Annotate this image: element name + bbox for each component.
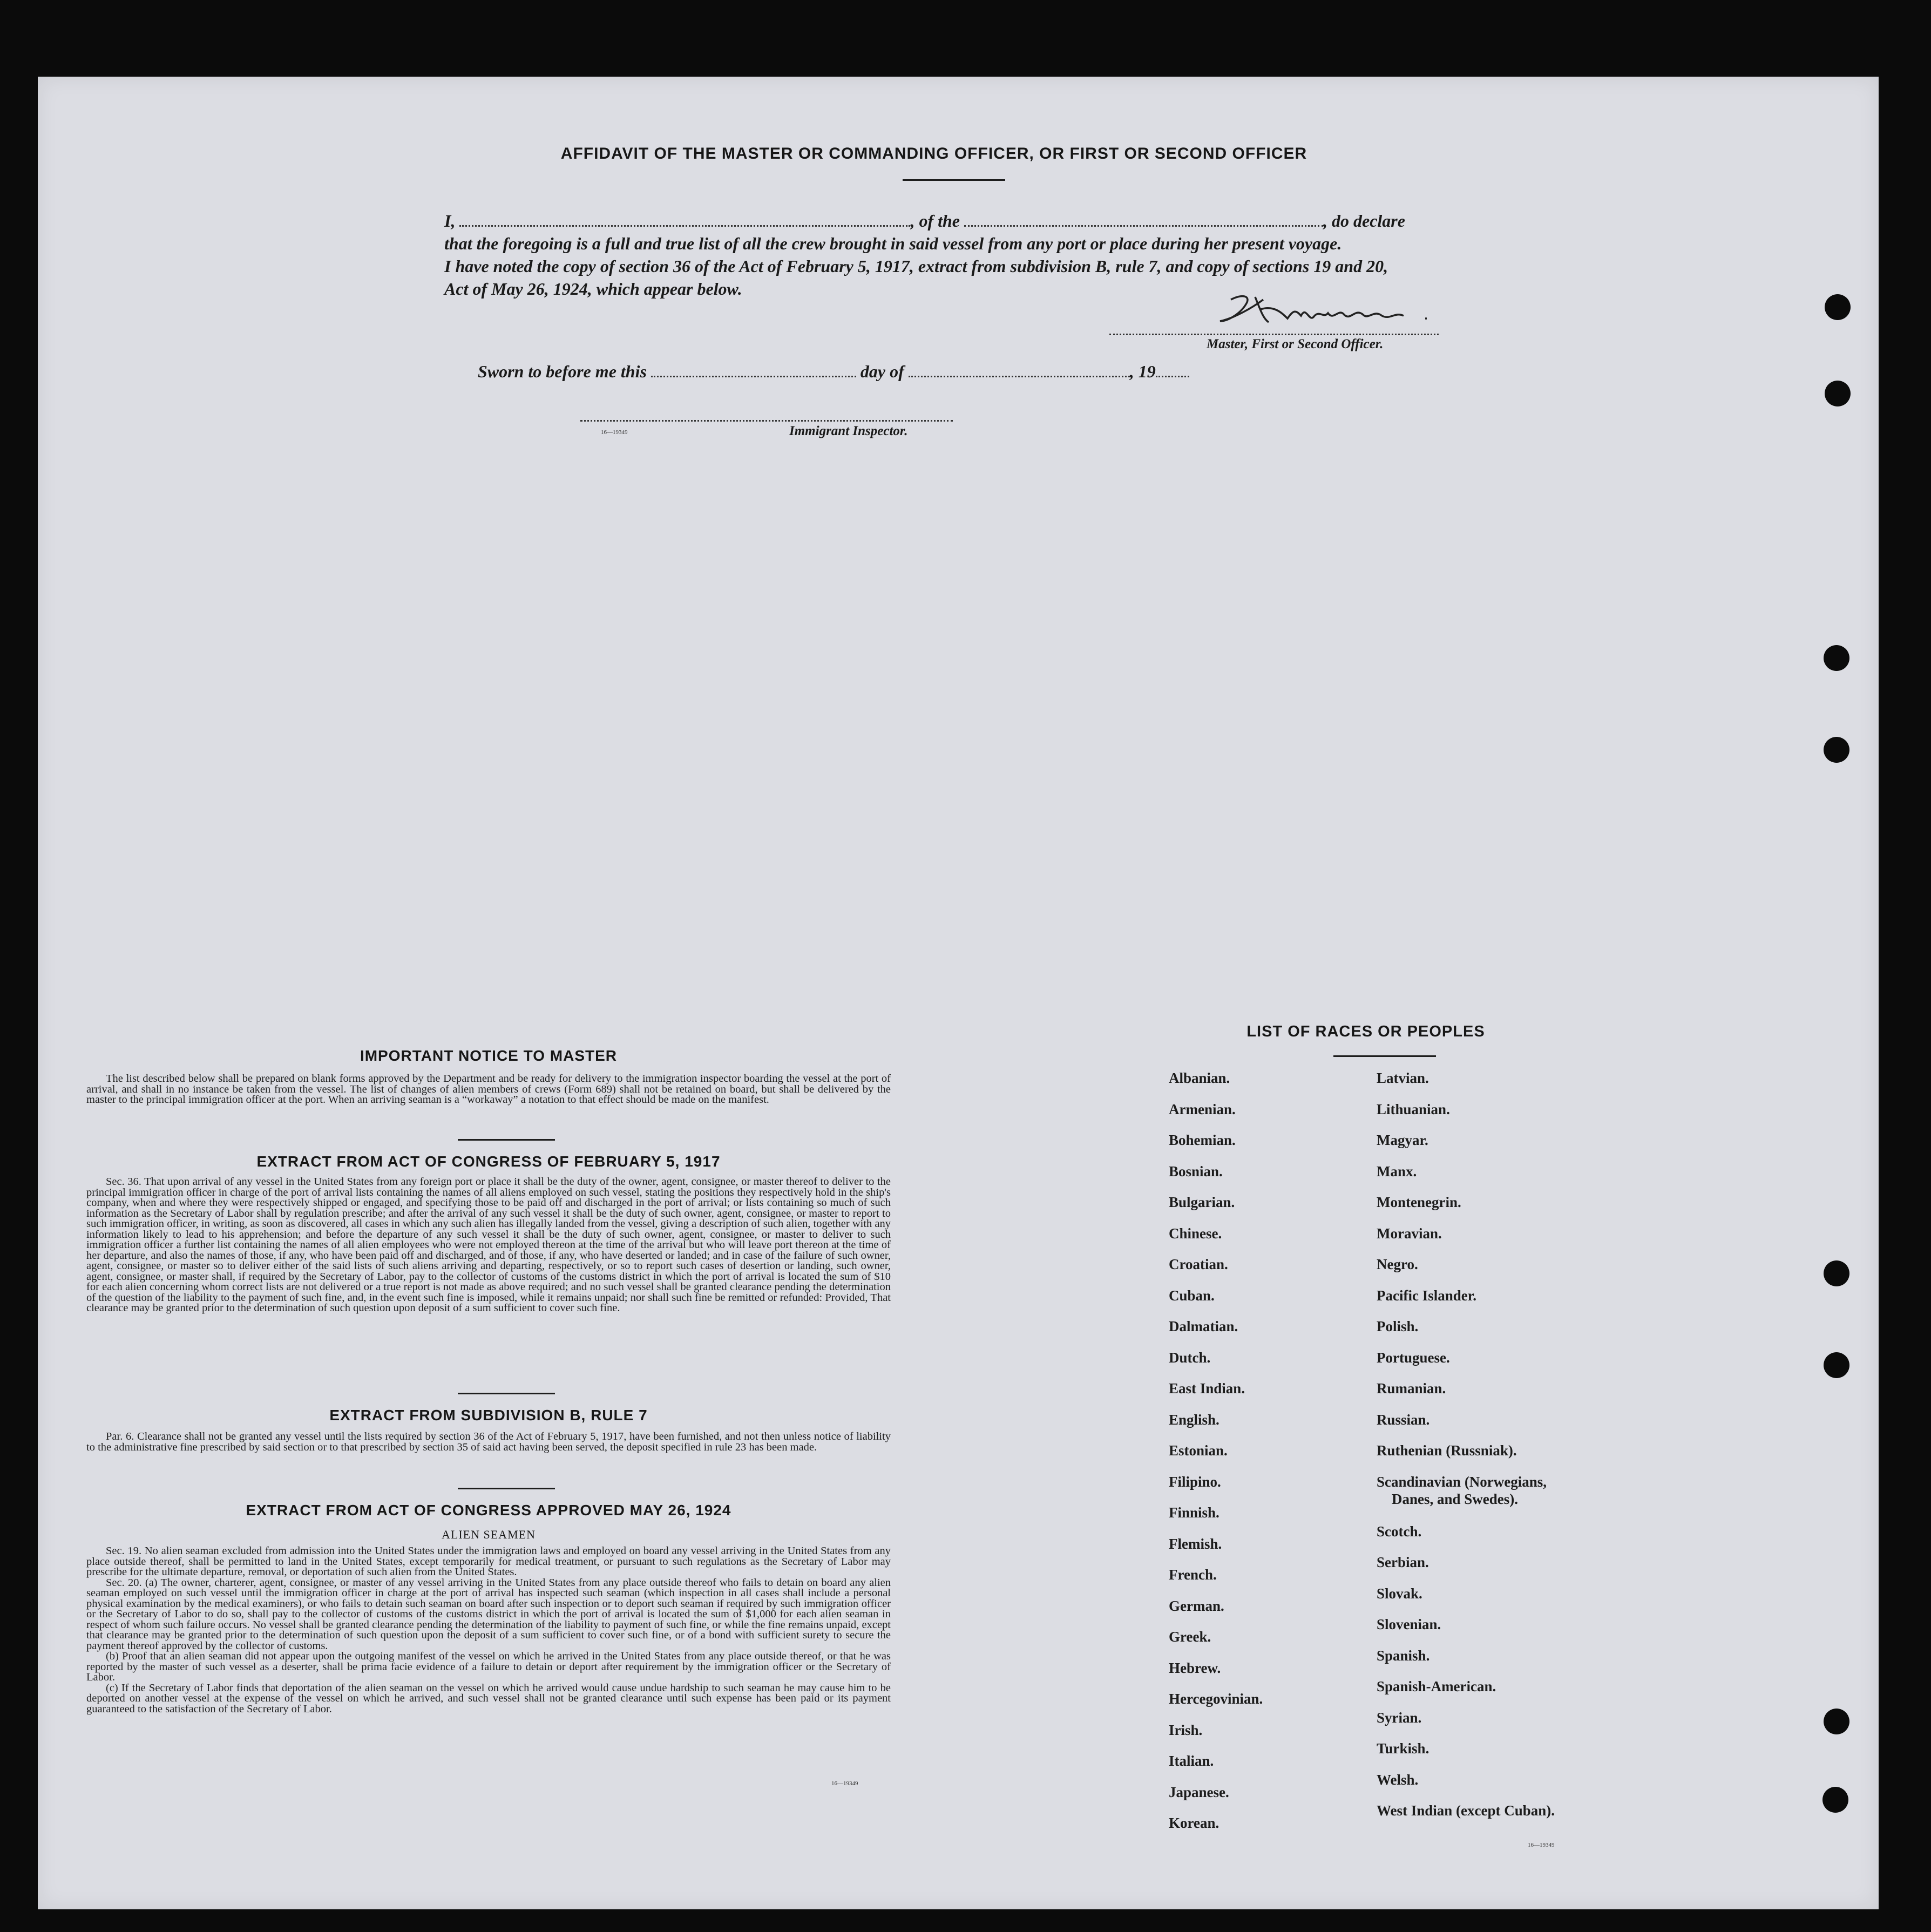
race-item: Dutch. — [1169, 1349, 1211, 1366]
race-item: English. — [1169, 1411, 1219, 1428]
race-item: Polish. — [1377, 1318, 1419, 1334]
race-item: West Indian (except Cuban). — [1377, 1802, 1555, 1819]
race-item: Slovenian. — [1377, 1616, 1441, 1632]
form-number-bottom-right: 16—19349 — [1528, 1842, 1555, 1848]
section-36-paragraph: Sec. 36. That upon arrival of any vessel in the United States from any foreign port or place it shall be the duty of the owner, agent, consignee, or master thereof to deliver to the principal immigration officer in charge of the port of arrival lists containing the names of all aliens employed on such vessel, stating the positions they respectively hold in the ship's company, when and where they were respectively shipped or engaged, and specifying those to be paid off and discharged in the port of arrival; or lists containing so much of such information as the Secretary of Labor shall by regulation prescribe; and after the arrival of any such vessel it shall be the duty of such owner, agent, consignee, or master to report to such immigration officer, in writing, as soon as discovered, all cases in which any such alien has illegally landed from the vessel, giving a description of such alien, together with any information likely to lead to his apprehension; and before the departure of any such vessel it shall be the duty of such owner, agent, consignee, or master to deliver to such immigration officer a further list containing the names of all alien employees who were not employed thereon at the time of the arrival but who will leave port thereon at the time of her departure, and also the names of those, if any, who have been paid off and discharged, and of those, if any, who have deserted or landed; and in case of the failure of such owner, agent, consignee, or master so to deliver either of the said lists of such aliens arriving and departing, respectively, or so to report such cases of desertion or landing, such owner, agent, consignee, or master shall, if required by the Secretary of Labor, pay to the collector of customs of the customs district in which the port of arrival is located the sum of $10 for each alien concerning whom correct lists are not delivered or a true report is not made as above required; and no such vessel shall be granted clearance pending the determination of the question of the liability to the payment of such fine, and, in the event such fine is imposed, while it remains unpaid; nor shall such fine be remitted or refunded: Provided, That clearance may be granted prior to the determination of such question upon deposit of a sum sufficient to cover such fine. — [86, 1176, 891, 1314]
race-item: East Indian. — [1169, 1380, 1245, 1397]
punch-hole — [1825, 294, 1851, 320]
section-rule — [458, 1139, 555, 1141]
race-item: Serbian. — [1377, 1554, 1429, 1570]
race-item: German. — [1169, 1597, 1224, 1614]
race-item: Negro. — [1377, 1256, 1418, 1272]
extract-1924-text — [86, 1546, 891, 1714]
race-item: Ruthenian (Russniak). — [1377, 1442, 1517, 1459]
races-right-column — [1377, 1070, 1555, 1834]
affidavit-i-label: I, — [444, 211, 456, 231]
punch-hole — [1824, 737, 1849, 763]
race-item: Slovak. — [1377, 1585, 1422, 1602]
race-item: Cuban. — [1169, 1287, 1215, 1304]
race-item: Syrian. — [1377, 1709, 1422, 1726]
race-item: Manx. — [1377, 1163, 1417, 1179]
sworn-line — [478, 360, 1189, 383]
affidavit-line-3: I have noted the copy of section 36 of the Act of February 5, 1917, extract from subdivision B, rule 7, and copy of sections 19 and 20, — [444, 256, 1388, 276]
race-item: Bulgarian. — [1169, 1194, 1235, 1210]
race-item: Japanese. — [1169, 1784, 1229, 1800]
race-item: Lithuanian. — [1377, 1101, 1450, 1117]
sworn-year-field[interactable] — [1156, 375, 1189, 377]
race-item: Hebrew. — [1169, 1659, 1221, 1676]
race-item: Moravian. — [1377, 1225, 1442, 1242]
sworn-prefix: Sworn to before me this — [478, 362, 647, 381]
affidavit-line-1 — [444, 209, 1470, 232]
master-signature — [1209, 289, 1447, 332]
race-item: Italian. — [1169, 1753, 1214, 1769]
race-item: Scotch. — [1377, 1523, 1422, 1540]
punch-hole — [1824, 645, 1849, 671]
race-item: Bosnian. — [1169, 1163, 1223, 1179]
affidavit-line-4: Act of May 26, 1924, which appear below. — [444, 279, 742, 299]
notice-paragraph: The list described below shall be prepared on blank forms approved by the Department and be ready for delivery to the immigration inspector boarding the vessel at the port of arrival, and shall in no instance be taken from the vessel. The list of changes of alien members of crews (Form 689) shall not be retained on board, but shall be delivered by the master to the principal immigration officer at the port. When an arriving seaman is a “workaway” a notation to that effect should be made on the manifest. — [86, 1073, 891, 1106]
subdivision-b-title: EXTRACT FROM SUBDIVISION B, RULE 7 — [329, 1407, 648, 1423]
race-item: Montenegrin. — [1377, 1194, 1461, 1210]
race-item: Magyar. — [1377, 1132, 1428, 1148]
race-item: Latvian. — [1377, 1070, 1429, 1086]
affidavit-title: AFFIDAVIT OF THE MASTER OR COMMANDING OFFICER, OR FIRST OR SECOND OFFICER — [560, 145, 1307, 162]
extract-1917-text — [86, 1177, 891, 1314]
sworn-year-label: , 19 — [1129, 362, 1156, 381]
sworn-month-field[interactable] — [909, 375, 1130, 377]
sec-20b-paragraph: (b) Proof that an alien seaman did not appear upon the outgoing manifest of the vessel on which he arrived in the United States from any place outside thereof, or that he was reported by the master of such vessel as a deserter, shall be prima facie evidence of a failure to detain or deport after requirement by the immigration officer or the Secretary of Labor. — [86, 1650, 891, 1683]
sec-20a-paragraph: Sec. 20. (a) The owner, charterer, agent, consignee, or master of any vessel arriving in the United States from any place outside thereof who fails to detain on board any alien seaman employed on such vessel until the immigration officer in charge at the port of arrival has inspected such seaman (which inspection in all cases shall include a personal physical examination by the medical examiners), or who fails to detain such seaman on board after such inspection or to deport such seaman if required by such immigration officer or the Secretary of Labor to do so, shall pay to the collector of customs of the customs district in which the port of arrival is located the sum of $1,000 for each alien seaman in respect of whom such failure occurs. No vessel shall be granted clearance pending the determination of the liability to payment of such fine, or while the fine remains unpaid, except that clearance may be granted prior to the determination of such question upon the deposit of a sum sufficient to cover such fine, or of a bond with sufficient surety to secure the payment thereof approved by the collector of customs. — [86, 1576, 891, 1652]
signer-caption: Master, First or Second Officer. — [1207, 337, 1384, 351]
punch-hole — [1824, 1709, 1849, 1734]
race-item: Estonian. — [1169, 1442, 1228, 1459]
affidavit-declare-label: , do declare — [1323, 211, 1405, 231]
race-item: Filipino. — [1169, 1473, 1221, 1490]
race-item: Hercegovinian. — [1169, 1691, 1263, 1707]
affidavit-of-the-label: , of the — [910, 211, 960, 231]
sworn-day-field[interactable] — [651, 375, 856, 377]
race-item: Dalmatian. — [1169, 1318, 1238, 1334]
race-item: Albanian. — [1169, 1070, 1230, 1086]
race-item: Chinese. — [1169, 1225, 1222, 1242]
race-item: Danes, and Swedes). — [1392, 1490, 1519, 1507]
race-item: Welsh. — [1377, 1771, 1419, 1788]
signature-line — [1109, 334, 1439, 335]
section-rule — [458, 1488, 555, 1489]
affidavit-line-2: that the foregoing is a full and true list of all the crew brought in said vessel from any port or place during her present voyage. — [444, 234, 1342, 253]
notice-text — [86, 1074, 891, 1106]
title-rule — [903, 179, 1005, 181]
race-item: Rumanian. — [1377, 1380, 1446, 1397]
race-item: Spanish. — [1377, 1647, 1430, 1664]
section-rule — [458, 1393, 555, 1394]
notice-title: IMPORTANT NOTICE TO MASTER — [360, 1047, 618, 1064]
race-item: Finnish. — [1169, 1504, 1219, 1521]
extract-1924-title: EXTRACT FROM ACT OF CONGRESS APPROVED MAY 26, 1924 — [246, 1502, 731, 1519]
sworn-day-of: day of — [860, 362, 904, 381]
form-number-bottom-left: 16—19349 — [831, 1780, 858, 1787]
par-6-paragraph: Par. 6. Clearance shall not be granted any vessel until the lists required by section 36 of the Act of February 5, 1917, have been furnished, and not then unless notice of liability to the administrative fine prescribed by said section or to that prescribed by section 35 of said act having been served, the deposit specified in rule 23 has been made. — [86, 1431, 891, 1453]
extract-1917-title: EXTRACT FROM ACT OF CONGRESS OF FEBRUARY 5, 1917 — [256, 1153, 721, 1170]
inspector-caption: Immigrant Inspector. — [789, 424, 908, 438]
race-item: Scandinavian (Norwegians, — [1377, 1473, 1547, 1490]
race-item: Bohemian. — [1169, 1132, 1236, 1148]
race-item: Korean. — [1169, 1815, 1219, 1831]
race-item: Pacific Islander. — [1377, 1287, 1476, 1304]
vessel-name-field[interactable] — [964, 225, 1323, 227]
form-number-top: 16—19349 — [601, 429, 628, 436]
subdivision-b-text — [86, 1432, 891, 1453]
master-name-field[interactable] — [459, 225, 910, 227]
punch-hole — [1824, 1352, 1849, 1378]
race-item: Russian. — [1377, 1411, 1430, 1428]
race-item: Greek. — [1169, 1629, 1211, 1645]
race-item: Croatian. — [1169, 1256, 1228, 1272]
inspector-line — [580, 420, 953, 422]
sec-20c-paragraph: (c) If the Secretary of Labor finds that deportation of the alien seaman on the vessel on which he arrived would cause undue hardship to such seaman he may cause him to be deported on another vessel at the expense of the vessel on which he arrived, and such vessel shall not be granted clearance until such expense has been paid or its payment guaranteed to the satisfaction of the Secretary of Labor. — [86, 1682, 891, 1715]
race-item: Irish. — [1169, 1721, 1203, 1738]
race-item: Flemish. — [1169, 1535, 1222, 1552]
races-title: LIST OF RACES OR PEOPLES — [1246, 1023, 1485, 1040]
alien-seamen-subtitle: ALIEN SEAMEN — [442, 1528, 536, 1541]
race-item: Spanish-American. — [1377, 1678, 1496, 1694]
race-item: Armenian. — [1169, 1101, 1236, 1117]
sec-19-paragraph: Sec. 19. No alien seaman excluded from admission into the United States under the immigration laws and employed on board any vessel arriving in the United States from any place outside thereof, shall be permitted to land in the United States, except temporarily for medical treatment, or pursuant to such regulations as the Secretary of Labor may prescribe for the ultimate departure, removal, or deportation of such alien from the United States. — [86, 1545, 891, 1578]
races-rule — [1333, 1055, 1436, 1057]
race-item: Portuguese. — [1377, 1349, 1450, 1366]
race-item: French. — [1169, 1567, 1217, 1583]
punch-hole — [1822, 1787, 1848, 1813]
punch-hole — [1824, 1260, 1849, 1286]
punch-hole — [1825, 381, 1851, 406]
race-item: Turkish. — [1377, 1740, 1429, 1757]
races-left-column — [1169, 1070, 1263, 1846]
